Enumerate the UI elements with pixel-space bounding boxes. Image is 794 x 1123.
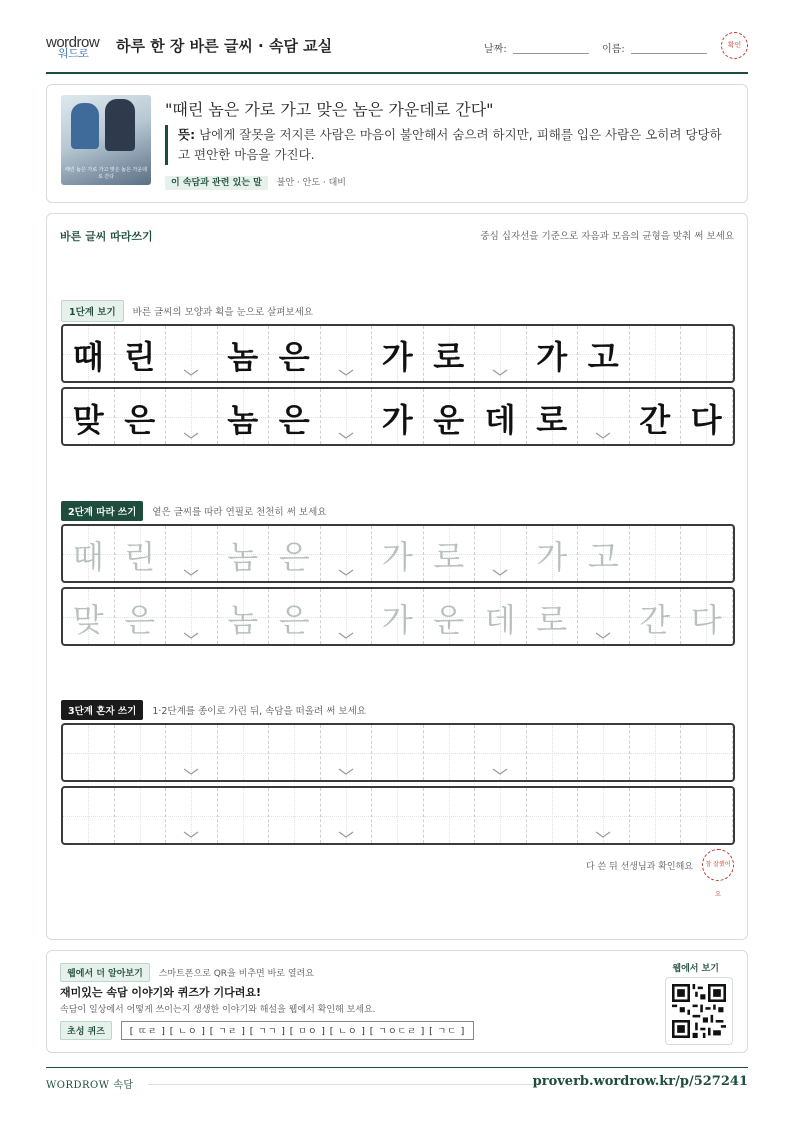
grid-cell bbox=[424, 326, 476, 381]
grid-cell bbox=[372, 326, 424, 381]
footer-brand: WORDROW 속담 bbox=[46, 1080, 134, 1091]
step-3-header bbox=[61, 700, 366, 720]
step-2-desc: 옅은 글씨를 따라 연필로 천천히 써 보세요 bbox=[152, 507, 327, 518]
grid-cell bbox=[321, 389, 373, 444]
grid-cell[interactable] bbox=[578, 788, 630, 843]
grid-cell bbox=[269, 389, 321, 444]
space-mark-icon bbox=[338, 368, 354, 377]
grid-cell[interactable] bbox=[424, 788, 476, 843]
grid-character: 가 bbox=[381, 401, 413, 439]
grid-character: 놈 bbox=[227, 338, 259, 376]
proverb-quote: "때린 놈은 가로 가고 맞은 놈은 가운데로 간다" bbox=[165, 100, 494, 119]
meaning-text: 남에게 잘못을 저지른 사람은 마음이 불안해서 숨으려 하지만, 피해를 입은 사람은 오히려 당당하고 편안한 마음을 가진다. bbox=[178, 127, 722, 162]
grid-cell bbox=[527, 389, 579, 444]
grid-character: 놈 bbox=[227, 401, 259, 439]
practice-hint: 중심 십자선을 기준으로 자음과 모음의 균형을 맞춰 써 보세요 bbox=[480, 231, 734, 242]
grid-cell bbox=[475, 389, 527, 444]
grid-cell bbox=[166, 389, 218, 444]
space-mark-icon bbox=[595, 631, 611, 640]
grid-character: 놈 bbox=[227, 538, 259, 576]
grid-cell[interactable] bbox=[681, 725, 733, 780]
grid-cell[interactable] bbox=[115, 725, 167, 780]
grid-cell bbox=[63, 389, 115, 444]
grid-character: 은 bbox=[278, 538, 310, 576]
grid-cell[interactable] bbox=[372, 589, 424, 644]
grid-cell[interactable] bbox=[63, 589, 115, 644]
step-2-header bbox=[61, 501, 326, 521]
grid-cell[interactable] bbox=[115, 526, 167, 581]
qr-label: 웹에서 보기 bbox=[672, 964, 719, 974]
grid-cell bbox=[527, 326, 579, 381]
grid-cell bbox=[372, 389, 424, 444]
grid-character: 운 bbox=[433, 601, 465, 639]
grid-cell[interactable] bbox=[321, 589, 373, 644]
step-1-header bbox=[61, 300, 313, 322]
qr-code-icon[interactable] bbox=[665, 977, 733, 1045]
grid-character: 다 bbox=[690, 401, 722, 439]
date-label: 날짜: bbox=[484, 44, 507, 55]
quiz-label: 초성 퀴즈 bbox=[60, 1021, 112, 1040]
grid-cell[interactable] bbox=[681, 788, 733, 843]
grid-cell[interactable] bbox=[372, 725, 424, 780]
qr-code-graphic bbox=[672, 984, 726, 1038]
grid-cell bbox=[166, 326, 218, 381]
date-field[interactable] bbox=[484, 40, 589, 55]
space-mark-icon bbox=[492, 767, 508, 776]
web-badge-desc: 스마트폰으로 QR을 비추면 바로 열려요 bbox=[158, 969, 314, 979]
quiz-box: [ ㄸㄹ ] [ ㄴㅇ ] [ ㄱㄹ ] [ ㄱㄱ ] [ ㅁㅇ ] [ ㄴㅇ ] [ ㄱㅇㄷㄹ ] [ ㄱㄷ ] bbox=[121, 1021, 474, 1040]
grid-cell[interactable] bbox=[475, 526, 527, 581]
grid-character: 다 bbox=[690, 601, 722, 639]
name-field[interactable] bbox=[602, 40, 707, 55]
grid-character: 린 bbox=[124, 338, 156, 376]
grid-cell[interactable] bbox=[218, 526, 270, 581]
quiz-row bbox=[60, 1021, 474, 1040]
logo-text: wordrow bbox=[46, 34, 100, 51]
grid-character: 린 bbox=[124, 538, 156, 576]
step2-row-2[interactable] bbox=[61, 587, 735, 646]
grid-character: 가 bbox=[536, 538, 568, 576]
space-mark-icon bbox=[183, 568, 199, 577]
logo-sub: 워드로 bbox=[58, 48, 89, 60]
space-mark-icon bbox=[338, 631, 354, 640]
practice-card bbox=[46, 213, 748, 940]
meaning-label: 뜻: bbox=[178, 127, 196, 142]
name-label: 이름: bbox=[602, 44, 625, 55]
grid-cell[interactable] bbox=[527, 526, 579, 581]
related-list: 불안 · 안도 · 대비 bbox=[276, 178, 346, 188]
grid-cell bbox=[115, 326, 167, 381]
grid-character: 데 bbox=[484, 601, 516, 639]
step-2-badge: 2단계 따라 쓰기 bbox=[61, 501, 143, 521]
space-mark-icon bbox=[338, 767, 354, 776]
grid-character: 은 bbox=[124, 401, 156, 439]
step3-row-1[interactable] bbox=[61, 723, 735, 782]
footer-divider bbox=[46, 1067, 748, 1068]
space-mark-icon bbox=[338, 568, 354, 577]
space-mark-icon bbox=[183, 431, 199, 440]
grid-character: 때 bbox=[72, 538, 104, 576]
grid-character: 간 bbox=[639, 401, 671, 439]
step1-row-2 bbox=[61, 387, 735, 446]
page-header bbox=[46, 28, 748, 74]
web-card bbox=[46, 950, 748, 1053]
grid-cell bbox=[269, 326, 321, 381]
grid-cell[interactable] bbox=[578, 526, 630, 581]
footer-rule bbox=[148, 1084, 538, 1085]
grid-cell bbox=[630, 326, 682, 381]
proverb-card bbox=[46, 84, 748, 203]
space-mark-icon bbox=[595, 431, 611, 440]
web-badge: 웹에서 더 알아보기 bbox=[60, 963, 150, 982]
grid-cell[interactable] bbox=[578, 589, 630, 644]
grid-cell[interactable] bbox=[424, 589, 476, 644]
space-mark-icon bbox=[595, 830, 611, 839]
grid-cell[interactable] bbox=[269, 526, 321, 581]
grid-cell[interactable] bbox=[424, 725, 476, 780]
related-label: 이 속담과 관련 있는 말 bbox=[165, 176, 268, 190]
grid-character: 은 bbox=[278, 601, 310, 639]
grid-cell bbox=[630, 389, 682, 444]
proverb-illustration bbox=[61, 95, 151, 185]
grid-cell[interactable] bbox=[218, 788, 270, 843]
space-mark-icon bbox=[338, 431, 354, 440]
grid-cell bbox=[475, 326, 527, 381]
space-mark-icon bbox=[492, 568, 508, 577]
grid-cell[interactable] bbox=[269, 589, 321, 644]
grid-cell[interactable] bbox=[630, 526, 682, 581]
grid-cell[interactable] bbox=[269, 725, 321, 780]
grid-cell[interactable] bbox=[630, 589, 682, 644]
grid-cell[interactable] bbox=[372, 526, 424, 581]
grid-character: 로 bbox=[536, 401, 568, 439]
grid-cell[interactable] bbox=[475, 788, 527, 843]
grid-cell[interactable] bbox=[63, 725, 115, 780]
grid-cell bbox=[218, 389, 270, 444]
grid-cell bbox=[681, 389, 733, 444]
grid-cell[interactable] bbox=[166, 589, 218, 644]
grid-character: 은 bbox=[124, 601, 156, 639]
grid-character: 가 bbox=[381, 338, 413, 376]
grid-cell[interactable] bbox=[63, 788, 115, 843]
grid-character: 고 bbox=[587, 538, 619, 576]
web-header bbox=[60, 963, 314, 982]
good-job-stamp-icon: 참 잘했어요 bbox=[702, 849, 734, 881]
grid-character: 로 bbox=[433, 338, 465, 376]
grid-cell[interactable] bbox=[475, 725, 527, 780]
grid-cell bbox=[681, 326, 733, 381]
step2-row-1[interactable] bbox=[61, 524, 735, 583]
proverb-meaning bbox=[165, 125, 725, 165]
grid-cell[interactable] bbox=[681, 589, 733, 644]
grid-cell[interactable] bbox=[63, 526, 115, 581]
grid-character: 고 bbox=[587, 338, 619, 376]
space-mark-icon bbox=[183, 767, 199, 776]
space-mark-icon bbox=[492, 368, 508, 377]
grid-cell bbox=[424, 389, 476, 444]
space-mark-icon bbox=[183, 830, 199, 839]
grid-character: 로 bbox=[536, 601, 568, 639]
check-stamp-icon: 확인 bbox=[721, 32, 748, 59]
logo bbox=[46, 34, 100, 60]
grid-cell[interactable] bbox=[218, 589, 270, 644]
grid-character: 운 bbox=[433, 401, 465, 439]
grid-cell[interactable] bbox=[527, 725, 579, 780]
grid-cell[interactable] bbox=[115, 589, 167, 644]
grid-cell bbox=[63, 326, 115, 381]
done-note: 다 쓴 뒤 선생님과 확인해요 bbox=[585, 862, 693, 872]
grid-character: 때 bbox=[72, 338, 104, 376]
grid-character: 맞 bbox=[72, 401, 104, 439]
grid-character: 은 bbox=[278, 338, 310, 376]
grid-cell[interactable] bbox=[424, 526, 476, 581]
grid-character: 놈 bbox=[227, 601, 259, 639]
grid-cell[interactable] bbox=[269, 788, 321, 843]
grid-character: 가 bbox=[381, 601, 413, 639]
grid-cell bbox=[578, 389, 630, 444]
grid-cell[interactable] bbox=[372, 788, 424, 843]
grid-character: 맞 bbox=[72, 601, 104, 639]
grid-cell[interactable] bbox=[681, 526, 733, 581]
page-title: 하루 한 장 바른 글씨 · 속담 교실 bbox=[116, 37, 333, 55]
grid-character: 간 bbox=[639, 601, 671, 639]
step1-row-1 bbox=[61, 324, 735, 383]
grid-cell[interactable] bbox=[166, 725, 218, 780]
grid-cell[interactable] bbox=[578, 725, 630, 780]
grid-character: 가 bbox=[536, 338, 568, 376]
related-words bbox=[165, 175, 346, 188]
grid-cell bbox=[115, 389, 167, 444]
grid-cell[interactable] bbox=[321, 526, 373, 581]
grid-cell[interactable] bbox=[166, 788, 218, 843]
footer-url[interactable]: proverb.wordrow.kr/p/527241 bbox=[532, 1074, 748, 1089]
grid-cell[interactable] bbox=[321, 725, 373, 780]
web-headline: 재미있는 속담 이야기와 퀴즈가 기다려요! bbox=[60, 986, 261, 999]
grid-character: 은 bbox=[278, 401, 310, 439]
step-1-desc: 바른 글씨의 모양과 획을 눈으로 살펴보세요 bbox=[132, 307, 313, 318]
grid-cell[interactable] bbox=[630, 725, 682, 780]
grid-character: 데 bbox=[484, 401, 516, 439]
step-3-badge: 3단계 혼자 쓰기 bbox=[61, 700, 143, 720]
grid-cell[interactable] bbox=[475, 589, 527, 644]
space-mark-icon bbox=[338, 830, 354, 839]
grid-cell[interactable] bbox=[527, 788, 579, 843]
step3-row-2[interactable] bbox=[61, 786, 735, 845]
grid-cell bbox=[321, 326, 373, 381]
grid-character: 로 bbox=[433, 538, 465, 576]
grid-character: 가 bbox=[381, 538, 413, 576]
grid-cell[interactable] bbox=[166, 526, 218, 581]
grid-cell[interactable] bbox=[115, 788, 167, 843]
space-mark-icon bbox=[183, 631, 199, 640]
step-3-desc: 1·2단계를 종이로 가린 뒤, 속담을 떠올려 써 보세요 bbox=[152, 706, 366, 717]
step-1-badge: 1단계 보기 bbox=[61, 300, 124, 322]
grid-cell bbox=[578, 326, 630, 381]
grid-cell[interactable] bbox=[630, 788, 682, 843]
illustration-caption: 때린 놈은 가로 가고 맞은 놈은 가운데로 간다 bbox=[65, 167, 147, 180]
practice-title: 바른 글씨 따라쓰기 bbox=[60, 230, 153, 243]
space-mark-icon bbox=[183, 368, 199, 377]
web-description: 속담이 일상에서 어떻게 쓰이는지 생생한 이야기와 해설을 웹에서 확인해 보세요. bbox=[60, 1005, 376, 1015]
grid-cell[interactable] bbox=[527, 589, 579, 644]
grid-cell[interactable] bbox=[321, 788, 373, 843]
grid-cell bbox=[218, 326, 270, 381]
grid-cell[interactable] bbox=[218, 725, 270, 780]
